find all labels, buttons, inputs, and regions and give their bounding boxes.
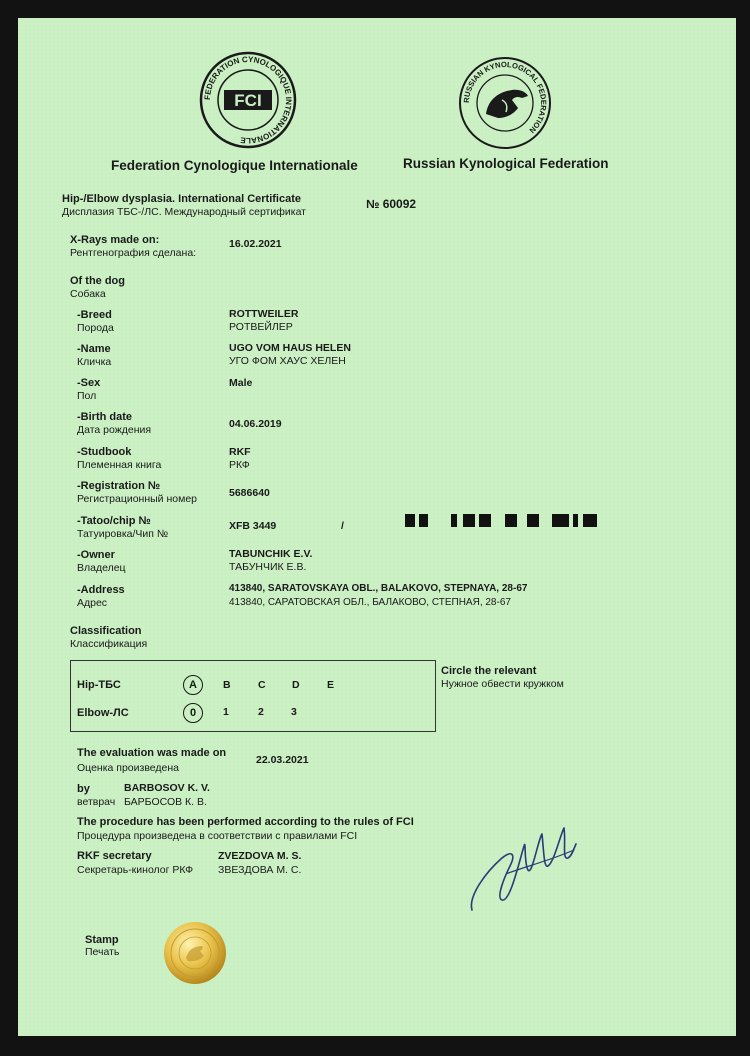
elbow-grade-1: 1 — [223, 706, 229, 718]
by-label-ru: ветврач — [77, 796, 116, 808]
fci-ring-text: FEDERATION CYNOLOGIQUE INTERNATIONALE — [202, 54, 294, 146]
gold-seal — [162, 920, 228, 986]
hip-label: Hip-ТБС — [77, 679, 121, 691]
breed-label-ru: Порода — [77, 322, 114, 334]
fci-logo-text: FCI — [234, 91, 262, 110]
certificate-title-en: Hip-/Elbow dysplasia. International Certificate — [62, 193, 301, 205]
evaluation-label-en: The evaluation was made on — [77, 747, 227, 759]
vet-name-ru: БАРБОСОВ К. В. — [124, 796, 207, 808]
certificate-title-ru: Дисплазия ТБС-/ЛС. Международный сертификат — [62, 206, 306, 218]
hip-grade-b: B — [223, 679, 231, 691]
certificate-number: № 60092 — [366, 197, 417, 211]
registration-label-ru: Регистрационный номер — [77, 493, 197, 505]
chip-value: XFB 3449 — [229, 520, 277, 532]
sex-label-ru: Пол — [77, 390, 97, 402]
signature — [466, 814, 578, 918]
stamp-label-ru: Печать — [85, 946, 120, 958]
xray-date: 16.02.2021 — [229, 238, 282, 250]
elbow-grade-2: 2 — [258, 706, 264, 718]
elbow-grade-3: 3 — [291, 706, 297, 718]
vet-name-en: BARBOSOV K. V. — [124, 782, 210, 794]
elbow-label: Elbow-ЛС — [77, 707, 129, 719]
name-label-ru: Кличка — [77, 356, 112, 368]
registration-value: 5686640 — [229, 487, 270, 499]
sex-label-en: -Sex — [77, 377, 101, 389]
hip-grade-d: D — [292, 679, 300, 691]
chip-separator: / — [341, 520, 344, 532]
hip-grade-c: C — [258, 679, 266, 691]
classification-box — [70, 660, 436, 732]
owner-value-en: TABUNCHIK E.V. — [229, 548, 313, 560]
studbook-value-en: RKF — [229, 446, 251, 458]
evaluation-date: 22.03.2021 — [256, 754, 309, 766]
secretary-label-en: RKF secretary — [77, 850, 152, 862]
xray-label-ru: Рентгенография сделана: — [70, 247, 197, 259]
fci-logo — [198, 50, 298, 150]
by-label-en: by — [77, 783, 90, 795]
studbook-label-ru: Племенная книга — [77, 459, 162, 471]
stamp-label-en: Stamp — [85, 934, 119, 946]
owner-label-ru: Владелец — [77, 562, 126, 574]
evaluation-label-ru: Оценка произведена — [77, 762, 180, 774]
rkf-ring-text: RUSSIAN KYNOLOGICAL FEDERATION — [461, 59, 549, 135]
dog-section-ru: Собака — [70, 288, 106, 300]
procedure-ru: Процедура произведена в соответствии с правилами FCI — [77, 830, 358, 842]
breed-label-en: -Breed — [77, 309, 112, 321]
circle-instruction-ru: Нужное обвести кружком — [441, 678, 564, 690]
registration-label-en: -Registration № — [77, 480, 161, 492]
xray-label-en: X-Rays made on: — [70, 234, 160, 246]
name-value-ru: УГО ФОМ ХАУС ХЕЛЕН — [229, 355, 346, 367]
circle-instruction-en: Circle the relevant — [441, 665, 537, 677]
chip-label-ru: Татуировка/Чип № — [77, 528, 169, 540]
dog-section-en: Of the dog — [70, 275, 125, 287]
chip-label-en: -Tatoo/chip № — [77, 515, 151, 527]
address-label-en: -Address — [77, 584, 125, 596]
secretary-name-en: ZVEZDOVA M. S. — [218, 850, 302, 862]
classification-label-en: Classification — [70, 625, 142, 637]
birth-date-label-ru: Дата рождения — [77, 424, 152, 436]
elbow-grade-selected: 0 — [183, 703, 203, 723]
dog-head-icon — [486, 90, 528, 118]
studbook-value-ru: РКФ — [229, 459, 250, 471]
hip-grade-selected: A — [183, 675, 203, 695]
owner-label-en: -Owner — [77, 549, 115, 561]
address-label-ru: Адрес — [77, 597, 108, 609]
fci-name: Federation Cynologique Internationale — [111, 158, 358, 173]
birth-date-value: 04.06.2019 — [229, 418, 282, 430]
secretary-name-ru: ЗВЕЗДОВА М. С. — [218, 864, 302, 876]
procedure-en: The procedure has been performed according to the rules of FCI — [77, 816, 414, 828]
birth-date-label-en: -Birth date — [77, 411, 132, 423]
studbook-label-en: -Studbook — [77, 446, 132, 458]
hip-grade-e: E — [327, 679, 335, 691]
classification-label-ru: Классификация — [70, 638, 148, 650]
secretary-label-ru: Секретарь-кинолог РКФ — [77, 864, 194, 876]
address-value-ru: 413840, САРАТОВСКАЯ ОБЛ., БАЛАКОВО, СТЕПНАЯ, 28-67 — [229, 597, 511, 608]
rkf-name: Russian Kynological Federation — [403, 156, 609, 171]
rkf-logo — [458, 56, 552, 150]
owner-value-ru: ТАБУНЧИК Е.В. — [229, 561, 307, 573]
address-value-en: 413840, SARATOVSKAYA OBL., BALAKOVO, STEPNAYA, 28-67 — [229, 583, 528, 594]
sex-value: Male — [229, 377, 253, 389]
name-value-en: UGO VOM HAUS HELEN — [229, 342, 351, 354]
breed-value-en: ROTTWEILER — [229, 308, 299, 320]
name-label-en: -Name — [77, 343, 111, 355]
breed-value-ru: РОТВЕЙЛЕР — [229, 321, 293, 333]
